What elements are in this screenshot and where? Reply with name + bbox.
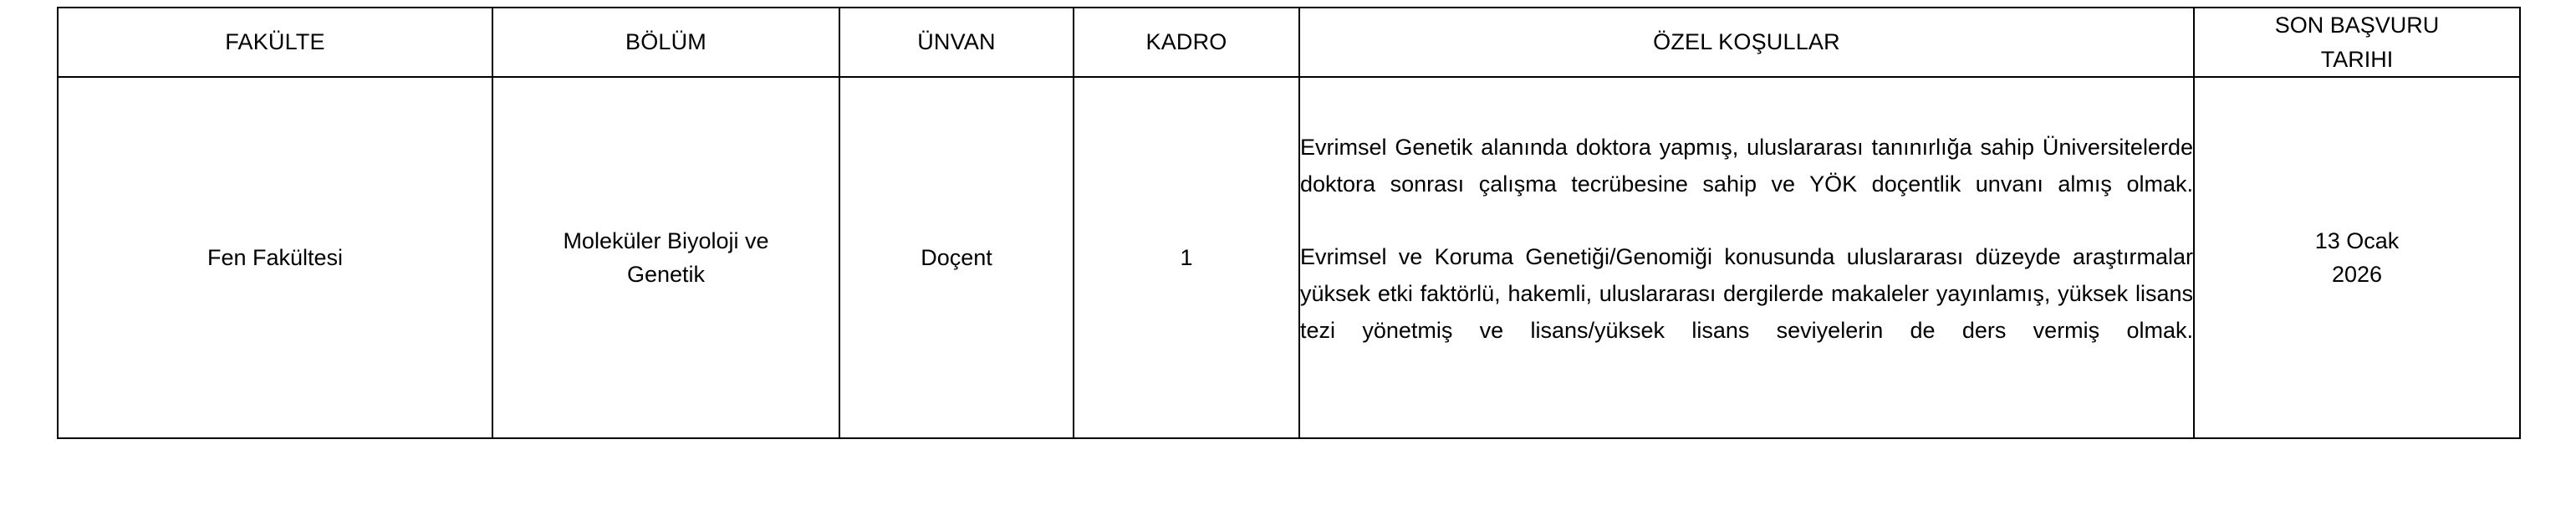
column-header-fakulte: FAKÜLTE: [58, 8, 492, 77]
kadro-table: [57, 7, 2521, 439]
cell-bolum-line1: Moleküler Biyoloji ve: [563, 227, 769, 253]
ozel-kosullar-paragraph-1: Evrimsel Genetik alanında doktora yapmış, uluslararası tanınırlığa sahip Üniversitelerde doktora sonrası çalışma tecrübesine sahip ve YÖK doçentlik unvanı almış olmak.: [1300, 134, 2193, 197]
column-header-son-basvuru-line1: SON BAŞVURU: [2274, 13, 2440, 38]
cell-tarih-line1: 13 Ocak: [2314, 227, 2400, 253]
cell-bolum: [492, 77, 839, 438]
cell-bolum-line2: Genetik: [626, 262, 706, 287]
column-header-ozel-kosullar: ÖZEL KOŞULLAR: [1299, 8, 2194, 77]
table-container: [57, 7, 2519, 439]
ozel-kosullar-text: [1300, 130, 2193, 386]
cell-unvan: Doçent: [839, 77, 1074, 438]
table-row: [58, 77, 2520, 438]
ozel-kosullar-paragraph-2: Evrimsel ve Koruma Genetiği/Genomiği konusunda uluslararası düzeyde araştırmalar yüksek etki faktörlü, hakemli, uluslararası dergilerde makaleler yayınlamış, yüksek lisans tezi yönetmiş ve lisans/yüksek lisans seviyelerin de ders vermiş olmak.: [1300, 244, 2193, 343]
cell-kadro: 1: [1074, 77, 1299, 438]
column-header-kadro: KADRO: [1074, 8, 1299, 77]
column-header-unvan: ÜNVAN: [839, 8, 1074, 77]
column-header-son-basvuru-tarihi: [2194, 8, 2520, 77]
cell-fakulte: Fen Fakültesi: [58, 77, 492, 438]
cell-son-basvuru-tarihi: [2194, 77, 2520, 438]
cell-ozel-kosullar: [1299, 77, 2194, 438]
cell-tarih-line2: 2026: [2331, 262, 2383, 287]
table-header-row: [58, 8, 2520, 77]
column-header-bolum: BÖLÜM: [492, 8, 839, 77]
column-header-son-basvuru-line2: TARIHI: [2320, 46, 2394, 72]
